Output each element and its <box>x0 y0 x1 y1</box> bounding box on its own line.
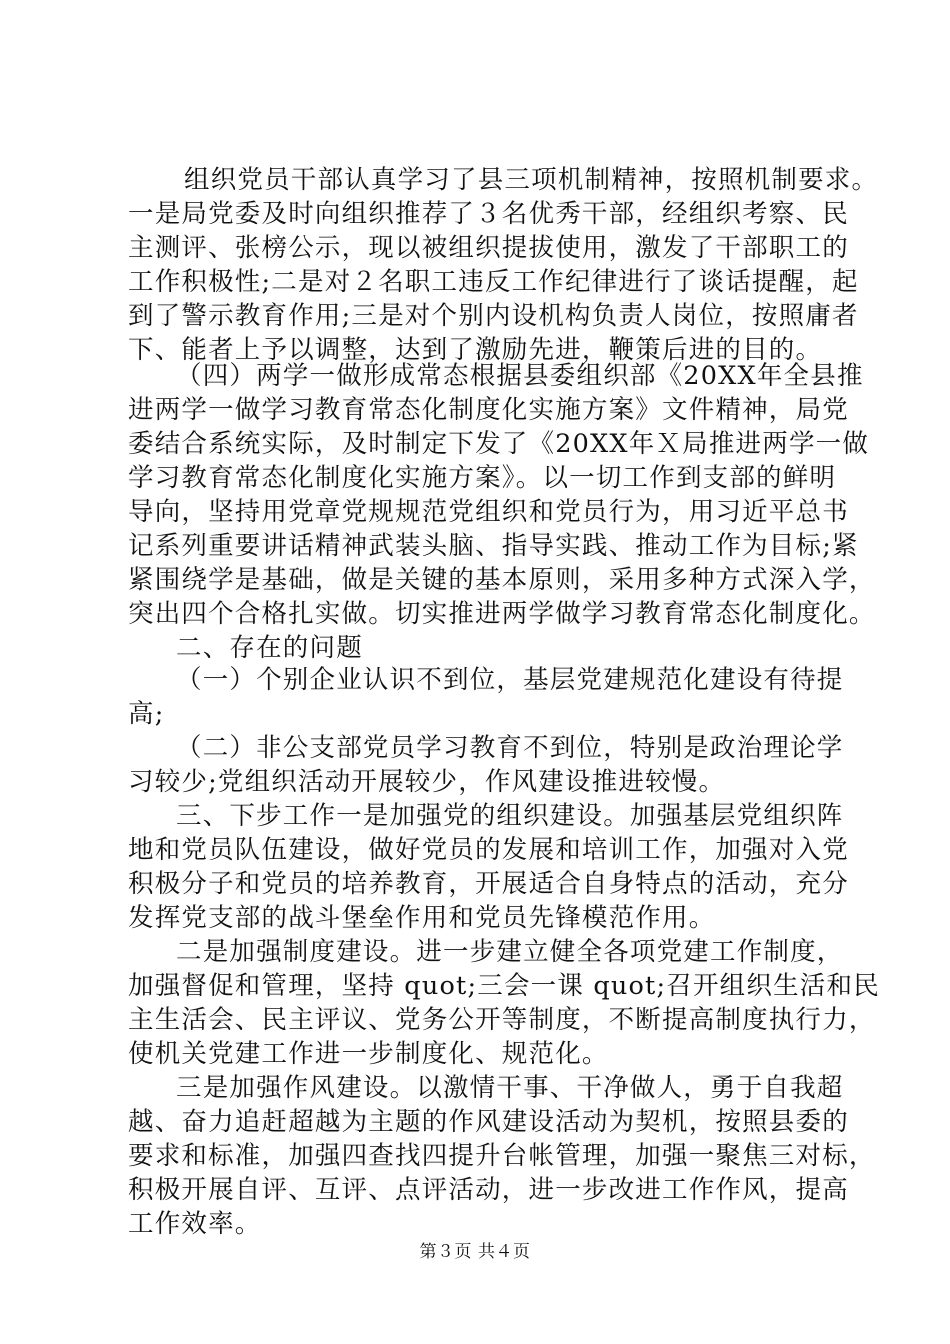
text-line: 记系列重要讲话精神武装头脑、指导实践、推动工作为目标;紧 <box>128 531 859 561</box>
text-line: 工作积极性;二是对２名职工违反工作纪律进行了谈话提醒，起 <box>128 267 859 297</box>
section-heading: 二、存在的问题 <box>176 633 363 663</box>
text-line: 地和党员队伍建设，做好党员的发展和培训工作，加强对入党 <box>128 835 849 865</box>
text-line: 突出四个合格扎实做。切实推进两学做学习教育常态化制度化。 <box>128 599 876 629</box>
text-line: 越、奋力追赶超越为主题的作风建设活动为契机，按照县委的 <box>128 1107 849 1137</box>
text-line: 积极开展自评、互评、点评活动，进一步改进工作作风，提高 <box>128 1175 849 1205</box>
text-line: 工作效率。 <box>128 1209 262 1239</box>
text-line: （四）两学一做形成常态根据县委组织部《20XX年全县推 <box>176 361 864 391</box>
text-line: 主测评、张榜公示，现以被组织提拔使用，激发了干部职工的 <box>128 233 849 263</box>
text-line: 加强督促和管理，坚持 quot;三会一课 quot;召开组织生活和民 <box>128 971 880 1001</box>
text-line: 二是加强制度建设。进一步建立健全各项党建工作制度， <box>176 937 844 967</box>
text-line: 三是加强作风建设。以激情干事、干净做人，勇于自我超 <box>176 1073 844 1103</box>
text-line: 委结合系统实际，及时制定下发了《20XX年Ｘ局推进两学一做 <box>128 429 870 459</box>
text-line: 高; <box>128 699 165 729</box>
text-line: 积极分子和党员的培养教育，开展适合自身特点的活动，充分 <box>128 869 849 899</box>
text-line: （二）非公支部党员学习教育不到位，特别是政治理论学 <box>176 733 844 763</box>
text-line: 习较少;党组织活动开展较少，作风建设推进较慢。 <box>128 767 726 797</box>
text-line: 导向，坚持用党章党规规范党组织和党员行为，用习近平总书 <box>128 497 849 527</box>
text-line: 发挥党支部的战斗堡垒作用和党员先锋模范作用。 <box>128 903 716 933</box>
text-line: 要求和标准，加强四查找四提升台帐管理，加强一聚焦三对标， <box>128 1141 876 1171</box>
text-line: 到了警示教育作用;三是对个别内设机构负责人岗位，按照庸者 <box>128 301 859 331</box>
text-line: 紧围绕学是基础，做是关键的基本原则，采用多种方式深入学， <box>128 565 876 595</box>
text-line: 主生活会、民主评议、党务公开等制度，不断提高制度执行力， <box>128 1005 876 1035</box>
text-line: 进两学一做学习教育常态化制度化实施方案》文件精神，局党 <box>128 395 849 425</box>
text-line: （一）个别企业认识不到位，基层党建规范化建设有待提 <box>176 665 844 695</box>
page-footer: 第３页 共４页 <box>419 1242 531 1262</box>
text-line: 使机关党建工作进一步制度化、规范化。 <box>128 1039 609 1069</box>
text-line: 下、能者上予以调整，达到了激励先进，鞭策后进的目的。 <box>128 335 823 365</box>
text-line: 组织党员干部认真学习了县三项机制精神，按照机制要求。 <box>184 165 879 195</box>
text-line: 三、下步工作一是加强党的组织建设。加强基层党组织阵 <box>176 801 844 831</box>
text-line: 一是局党委及时向组织推荐了３名优秀干部，经组织考察、民 <box>128 199 849 229</box>
text-line: 学习教育常态化制度化实施方案》。以一切工作到支部的鲜明 <box>128 463 837 493</box>
